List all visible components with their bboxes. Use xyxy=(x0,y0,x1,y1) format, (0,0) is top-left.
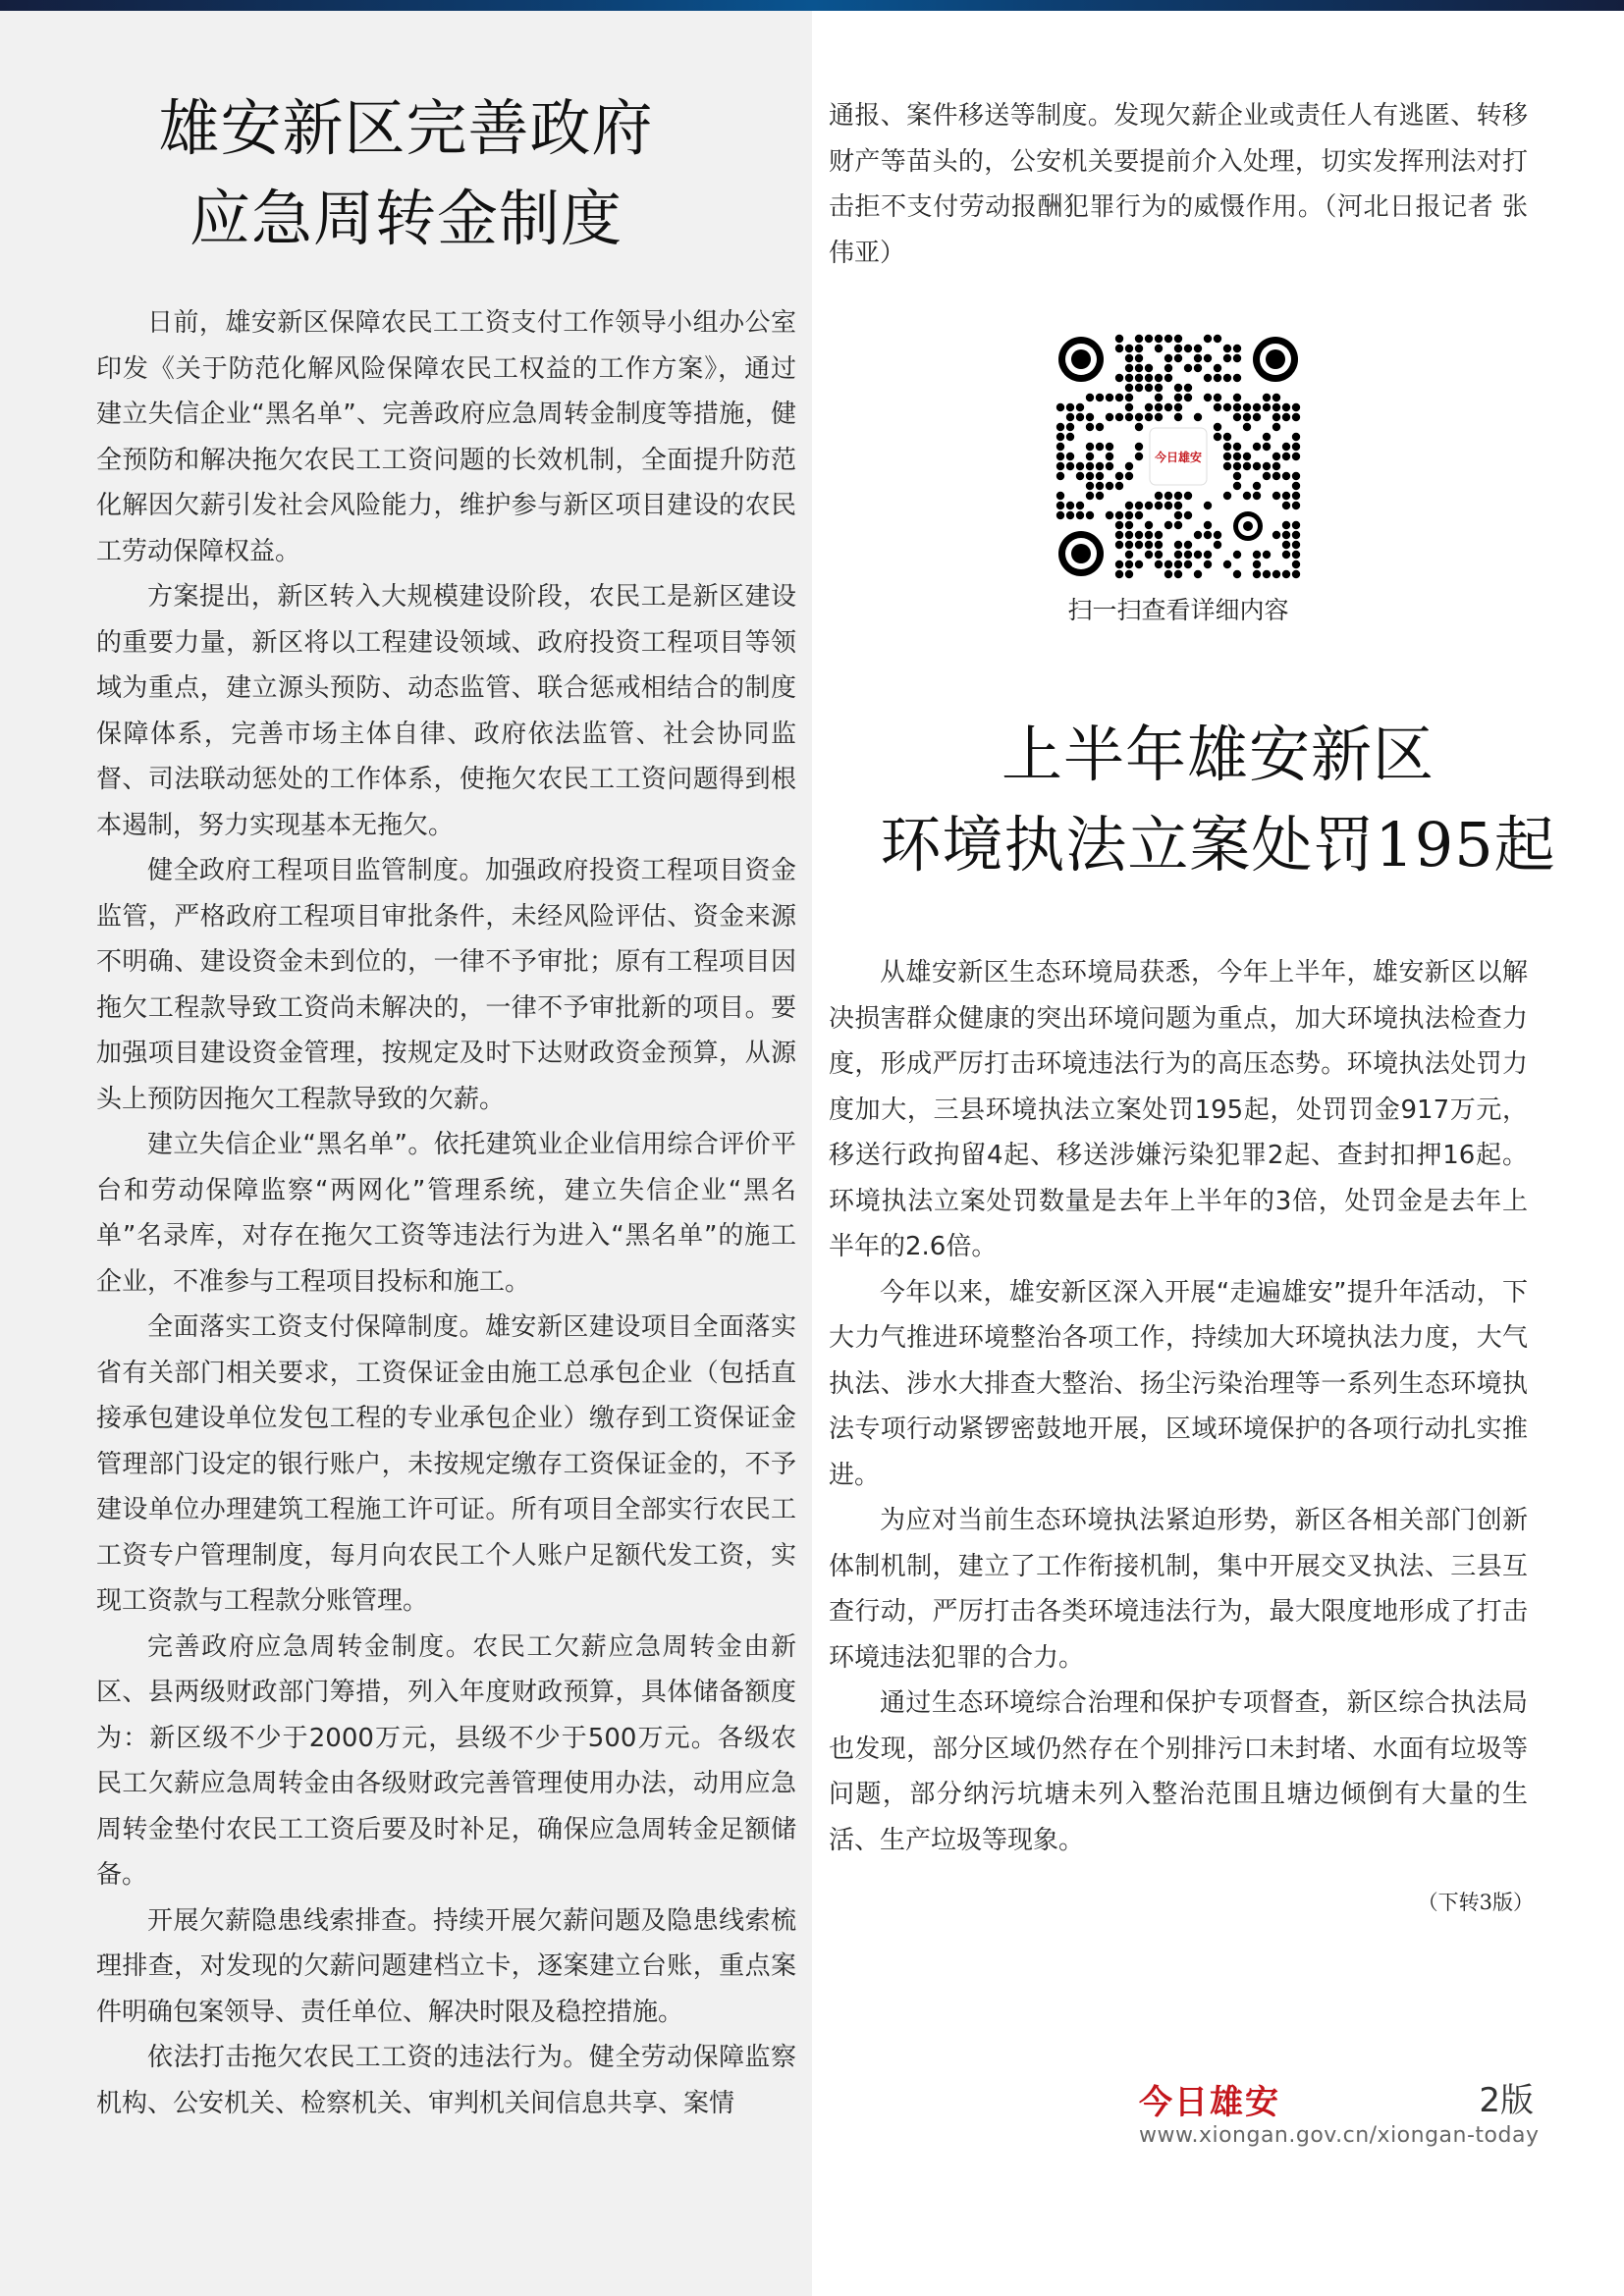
article2-paragraph: 通过生态环境综合治理和保护专项督查，新区综合执法局也发现，部分区域仍然存在个别排污口未封堵、水面有垃圾等问题，部分纳污坑塘未列入整治范围且塘边倾倒有大量的生活、生产垃圾等现象。 xyxy=(829,1688,1528,1855)
qr-module-dot xyxy=(1233,394,1241,401)
article2-paragraph: 为应对当前生态环境执法紧迫形势，新区各相关部门创新体制机制，建立了工作衔接机制，集中开展交叉执法、三县互查行动，严厉打击各类环境违法行为，最大限度地形成了打击环境违法犯罪的合力。 xyxy=(829,1506,1528,1673)
qr-module-dot xyxy=(1056,472,1064,480)
qr-module-dot xyxy=(1282,531,1290,539)
qr-module-dot xyxy=(1155,413,1163,421)
qr-module-dot xyxy=(1184,384,1192,392)
qr-module-dot xyxy=(1076,502,1084,509)
qr-module-dot xyxy=(1086,423,1094,431)
qr-module-dot xyxy=(1263,462,1271,470)
qr-module-dot xyxy=(1125,472,1133,480)
qr-module-dot xyxy=(1086,462,1094,470)
qr-module-dot xyxy=(1115,374,1123,382)
qr-module-dot xyxy=(1086,443,1094,451)
qr-module-dot xyxy=(1164,502,1172,509)
qr-module-dot xyxy=(1194,413,1202,421)
continued-note: （下转3版） xyxy=(1417,1891,1534,1914)
qr-module-dot xyxy=(1272,423,1280,431)
qr-module-dot xyxy=(1086,453,1094,460)
qr-alignment-pattern xyxy=(1233,511,1263,541)
qr-module-dot xyxy=(1272,413,1280,421)
qr-module-dot xyxy=(1115,561,1123,568)
qr-module-dot xyxy=(1194,345,1202,352)
qr-module-dot xyxy=(1155,403,1163,411)
qr-module-dot xyxy=(1086,394,1094,401)
qr-module-dot xyxy=(1263,551,1271,559)
article1-paragraph: 健全政府工程项目监管制度。加强政府投资工程项目资金监管，严格政府工程项目审批条件，未经风险评估、资金来源不明确、建设资金未到位的，一律不予审批；原有工程项目因拖欠工程款导致工资尚未解决的，一律不予审批新的项目。要加强项目建设资金管理，按规定及时下达财政资金预算，从源头上预防因拖欠工程款导致的欠薪。 xyxy=(96,856,796,1114)
qr-center-logo-text: 今日雄安 xyxy=(1154,451,1203,464)
qr-module-dot xyxy=(1223,443,1231,451)
qr-module-dot xyxy=(1204,374,1212,382)
qr-module-dot xyxy=(1155,531,1163,539)
qr-module-dot xyxy=(1125,462,1133,470)
qr-module-dot xyxy=(1263,443,1271,451)
qr-module-dot xyxy=(1292,561,1300,568)
qr-code[interactable] xyxy=(1056,334,1301,579)
qr-module-dot xyxy=(1135,354,1143,362)
qr-module-dot xyxy=(1223,433,1231,441)
qr-module-dot xyxy=(1106,443,1113,451)
qr-module-dot xyxy=(1135,511,1143,519)
article1-paragraph: 日前，雄安新区保障农民工工资支付工作领导小组办公室印发《关于防范化解风险保障农民工权益的工作方案》，通过建立失信企业“黑名单”、完善政府应急周转金制度等措施，健全预防和解决拖欠农民工工资问题的长效机制，全面提升防范化解因欠薪引发社会风险能力，维护参与新区项目建设的农民工劳动保障权益。 xyxy=(96,308,796,566)
article1-headline-line2: 应急周转金制度 xyxy=(189,183,623,254)
qr-module-dot xyxy=(1056,462,1064,470)
qr-module-dot xyxy=(1125,541,1133,549)
qr-module-dot xyxy=(1184,492,1192,500)
qr-module-dot xyxy=(1223,453,1231,460)
qr-module-dot xyxy=(1223,561,1231,568)
footer-url-link[interactable]: www.xiongan.gov.cn/xiongan-today xyxy=(1139,2123,1540,2148)
qr-module-dot xyxy=(1174,570,1182,578)
qr-module-dot xyxy=(1155,502,1163,509)
qr-module-dot xyxy=(1233,472,1241,480)
article1-headline-line1: 雄安新区完善政府 xyxy=(158,92,654,164)
article1-continuation-paragraph: 通报、案件移送等制度。发现欠薪企业或责任人有逃匿、转移财产等苗头的，公安机关要提前介入处理，切实发挥刑法对打击拒不支付劳动报酬犯罪行为的威慑作用。（河北日报记者 张伟亚） xyxy=(829,101,1528,268)
qr-module-dot xyxy=(1194,531,1202,539)
qr-module-dot xyxy=(1155,384,1163,392)
qr-module-dot xyxy=(1066,462,1074,470)
qr-module-dot xyxy=(1174,492,1182,500)
qr-module-dot xyxy=(1253,462,1261,470)
qr-module-dot xyxy=(1184,511,1192,519)
qr-module-dot xyxy=(1174,561,1182,568)
qr-module-dot xyxy=(1135,443,1143,451)
qr-module-dot xyxy=(1223,345,1231,352)
qr-module-dot xyxy=(1164,521,1172,529)
qr-module-dot xyxy=(1125,345,1133,352)
qr-module-dot xyxy=(1096,443,1104,451)
qr-module-dot xyxy=(1096,462,1104,470)
qr-module-dot xyxy=(1194,354,1202,362)
qr-module-dot xyxy=(1292,433,1300,441)
article1-paragraph: 方案提出，新区转入大规模建设阶段，农民工是新区建设的重要力量，新区将以工程建设领域、政府投资工程项目等领域为重点，建立源头预防、动态监管、联合惩戒相结合的制度保障体系，完善市场主体自律、政府依法监管、社会协同监督、司法联动惩处的工作体系，使拖欠农民工工资问题得到根本遏制，努力实现基本无拖欠。 xyxy=(96,582,796,840)
qr-module-dot xyxy=(1096,394,1104,401)
qr-module-dot xyxy=(1282,502,1290,509)
qr-module-dot xyxy=(1292,403,1300,411)
qr-module-dot xyxy=(1155,345,1163,352)
qr-module-dot xyxy=(1204,561,1212,568)
qr-module-dot xyxy=(1223,492,1231,500)
qr-module-dot xyxy=(1243,453,1251,460)
qr-module-dot xyxy=(1115,394,1123,401)
qr-module-dot xyxy=(1292,502,1300,509)
qr-module-dot xyxy=(1155,561,1163,568)
qr-module-dot xyxy=(1125,403,1133,411)
qr-module-dot xyxy=(1145,521,1153,529)
qr-module-dot xyxy=(1243,403,1251,411)
top-accent-bar xyxy=(0,0,1624,11)
qr-module-dot xyxy=(1066,413,1074,421)
qr-module-dot xyxy=(1125,561,1133,568)
qr-module-dot xyxy=(1056,502,1064,509)
qr-module-dot xyxy=(1282,551,1290,559)
qr-module-dot xyxy=(1184,345,1192,352)
qr-module-dot xyxy=(1204,551,1212,559)
qr-module-dot xyxy=(1292,531,1300,539)
qr-module-dot xyxy=(1056,492,1064,500)
qr-block xyxy=(1056,334,1301,626)
qr-module-dot xyxy=(1214,364,1221,372)
qr-module-dot xyxy=(1115,472,1123,480)
qr-module-dot xyxy=(1115,345,1123,352)
qr-module-dot xyxy=(1145,502,1153,509)
qr-module-dot xyxy=(1125,394,1133,401)
qr-module-dot xyxy=(1204,394,1212,401)
qr-module-dot xyxy=(1145,531,1153,539)
qr-module-dot xyxy=(1106,413,1113,421)
qr-module-dot xyxy=(1145,374,1153,382)
qr-module-dot xyxy=(1135,364,1143,372)
qr-module-dot xyxy=(1272,453,1280,460)
qr-module-dot xyxy=(1174,335,1182,343)
qr-finder-bottom-left xyxy=(1058,531,1104,576)
qr-module-dot xyxy=(1174,354,1182,362)
qr-module-dot xyxy=(1253,551,1261,559)
qr-module-dot xyxy=(1066,453,1074,460)
article2-headline-line1: 上半年雄安新区 xyxy=(1001,719,1435,790)
qr-module-dot xyxy=(1135,345,1143,352)
qr-module-dot xyxy=(1096,423,1104,431)
qr-module-dot xyxy=(1155,394,1163,401)
qr-module-dot xyxy=(1096,482,1104,490)
qr-module-dot xyxy=(1184,551,1192,559)
qr-module-dot xyxy=(1292,551,1300,559)
qr-module-dot xyxy=(1056,403,1064,411)
qr-module-dot xyxy=(1174,502,1182,509)
qr-finder-top-right xyxy=(1253,337,1298,382)
qr-module-dot xyxy=(1204,521,1212,529)
qr-module-dot xyxy=(1214,403,1221,411)
qr-module-dot xyxy=(1125,364,1133,372)
qr-module-dot xyxy=(1184,394,1192,401)
qr-module-dot xyxy=(1233,403,1241,411)
qr-module-dot xyxy=(1135,453,1143,460)
qr-module-dot xyxy=(1174,394,1182,401)
qr-module-dot xyxy=(1253,403,1261,411)
qr-module-dot xyxy=(1096,472,1104,480)
article2-headline-line2: 环境执法立案处罚195起 xyxy=(880,809,1556,881)
qr-module-dot xyxy=(1292,541,1300,549)
qr-module-dot xyxy=(1125,384,1133,392)
article1-paragraph: 依法打击拖欠农民工工资的违法行为。健全劳动保障监察机构、公安机关、检察机关、审判机关间信息共享、案情 xyxy=(96,2043,796,2118)
qr-module-dot xyxy=(1115,531,1123,539)
qr-module-dot xyxy=(1174,521,1182,529)
qr-module-dot xyxy=(1164,354,1172,362)
qr-module-dot xyxy=(1233,374,1241,382)
qr-module-dot xyxy=(1263,472,1271,480)
qr-module-dot xyxy=(1263,394,1271,401)
qr-module-dot xyxy=(1135,502,1143,509)
footer-brand-logo: 今日雄安 xyxy=(1139,2083,1280,2122)
qr-module-dot xyxy=(1223,403,1231,411)
qr-module-dot xyxy=(1125,413,1133,421)
qr-module-dot xyxy=(1066,403,1074,411)
qr-module-dot xyxy=(1194,570,1202,578)
qr-module-dot xyxy=(1096,492,1104,500)
qr-module-dot xyxy=(1292,443,1300,451)
qr-module-dot xyxy=(1253,413,1261,421)
qr-module-dot xyxy=(1066,502,1074,509)
qr-module-dot xyxy=(1292,472,1300,480)
qr-module-dot xyxy=(1233,462,1241,470)
qr-module-dot xyxy=(1135,541,1143,549)
qr-module-dot xyxy=(1214,531,1221,539)
qr-module-dot xyxy=(1282,453,1290,460)
qr-module-dot xyxy=(1125,521,1133,529)
qr-module-dot xyxy=(1086,511,1094,519)
qr-module-dot xyxy=(1174,541,1182,549)
qr-module-dot xyxy=(1253,570,1261,578)
qr-module-dot xyxy=(1086,472,1094,480)
qr-module-dot xyxy=(1135,413,1143,421)
qr-module-dot xyxy=(1135,423,1143,431)
qr-module-dot xyxy=(1135,335,1143,343)
qr-module-dot xyxy=(1292,482,1300,490)
qr-module-dot xyxy=(1292,453,1300,460)
qr-module-dot xyxy=(1164,335,1172,343)
qr-module-dot xyxy=(1253,561,1261,568)
qr-module-dot xyxy=(1135,374,1143,382)
qr-module-dot xyxy=(1115,482,1123,490)
qr-module-dot xyxy=(1272,492,1280,500)
qr-module-dot xyxy=(1145,384,1153,392)
qr-module-dot xyxy=(1233,551,1241,559)
qr-module-dot xyxy=(1292,413,1300,421)
qr-module-dot xyxy=(1282,443,1290,451)
qr-module-dot xyxy=(1135,561,1143,568)
qr-module-dot xyxy=(1272,472,1280,480)
qr-module-dot xyxy=(1253,492,1261,500)
article1-body xyxy=(96,300,796,2126)
qr-module-dot xyxy=(1263,570,1271,578)
qr-module-dot xyxy=(1204,531,1212,539)
qr-module-dot xyxy=(1204,502,1212,509)
qr-module-dot xyxy=(1115,413,1123,421)
page-number: 2版 xyxy=(1479,2081,1534,2120)
qr-module-dot xyxy=(1174,403,1182,411)
qr-module-dot xyxy=(1056,443,1064,451)
qr-module-dot xyxy=(1106,482,1113,490)
qr-module-dot xyxy=(1155,335,1163,343)
article1-paragraph: 完善政府应急周转金制度。农民工欠薪应急周转金由新区、县两级财政部门筹措，列入年度财政预算，具体储备额度为：新区级不少于2000万元，县级不少于500万元。各级农民工欠薪应急周转金由各级财政完善管理使用办法，动用应急周转金垫付农民工工资后要及时补足，确保应急周转金足额储备。 xyxy=(96,1631,796,1890)
qr-module-dot xyxy=(1155,551,1163,559)
qr-module-dot xyxy=(1194,551,1202,559)
qr-module-dot xyxy=(1125,511,1133,519)
qr-module-dot xyxy=(1263,403,1271,411)
qr-module-dot xyxy=(1056,433,1064,441)
qr-module-dot xyxy=(1056,453,1064,460)
qr-module-dot xyxy=(1184,364,1192,372)
qr-module-dot xyxy=(1145,541,1153,549)
qr-module-dot xyxy=(1164,570,1172,578)
qr-module-dot xyxy=(1106,462,1113,470)
qr-module-dot xyxy=(1155,492,1163,500)
qr-module-dot xyxy=(1125,374,1133,382)
qr-module-dot xyxy=(1076,472,1084,480)
qr-module-dot xyxy=(1272,462,1280,470)
qr-module-dot xyxy=(1263,433,1271,441)
qr-module-dot xyxy=(1174,384,1182,392)
qr-module-dot xyxy=(1233,413,1241,421)
qr-module-dot xyxy=(1125,551,1133,559)
qr-module-dot xyxy=(1145,403,1153,411)
qr-module-dot xyxy=(1233,453,1241,460)
qr-module-dot xyxy=(1086,413,1094,421)
qr-module-dot xyxy=(1174,345,1182,352)
qr-module-dot xyxy=(1145,364,1153,372)
qr-module-dot xyxy=(1115,511,1123,519)
qr-module-dot xyxy=(1214,394,1221,401)
qr-module-dot xyxy=(1174,551,1182,559)
qr-module-dot xyxy=(1214,335,1221,343)
qr-module-dot xyxy=(1243,492,1251,500)
qr-module-dot xyxy=(1272,403,1280,411)
qr-module-dot xyxy=(1223,374,1231,382)
qr-module-dot xyxy=(1066,423,1074,431)
qr-module-dot xyxy=(1233,354,1241,362)
qr-module-dot xyxy=(1066,511,1074,519)
qr-module-dot xyxy=(1066,433,1074,441)
qr-module-dot xyxy=(1214,374,1221,382)
qr-module-dot xyxy=(1125,354,1133,362)
qr-module-dot xyxy=(1282,413,1290,421)
qr-module-dot xyxy=(1204,354,1212,362)
qr-module-dot xyxy=(1233,570,1241,578)
qr-module-dot xyxy=(1292,521,1300,529)
article1-paragraph: 全面落实工资支付保障制度。雄安新区建设项目全面落实省有关部门相关要求，工资保证金由施工总承包企业（包括直接承包建设单位发包工程的专业承包企业）缴存到工资保证金管理部门设定的银行账户，未按规定缴存工资保证金的，不予建设单位办理建筑工程施工许可证。所有项目全部实行农民工工资专户管理制度，每月向农民工个人账户足额代发工资，实现工资款与工程款分账管理。 xyxy=(96,1312,796,1616)
qr-module-dot xyxy=(1125,531,1133,539)
qr-module-dot xyxy=(1214,541,1221,549)
qr-module-dot xyxy=(1282,403,1290,411)
qr-module-dot xyxy=(1115,570,1123,578)
article2-body xyxy=(829,950,1528,1863)
qr-module-dot xyxy=(1204,335,1212,343)
qr-module-dot xyxy=(1243,462,1251,470)
qr-caption: 扫一扫查看详细内容 xyxy=(1067,596,1289,624)
qr-module-dot xyxy=(1164,374,1172,382)
qr-module-dot xyxy=(1272,531,1280,539)
article2-headline xyxy=(812,710,1624,890)
qr-module-dot xyxy=(1282,541,1290,549)
qr-module-dot xyxy=(1106,453,1113,460)
qr-module-dot xyxy=(1115,541,1123,549)
article1-headline xyxy=(0,83,812,264)
qr-module-dot xyxy=(1194,364,1202,372)
qr-module-dot xyxy=(1184,541,1192,549)
qr-module-dot xyxy=(1174,511,1182,519)
qr-module-dot xyxy=(1155,374,1163,382)
qr-module-dot xyxy=(1253,443,1261,451)
qr-module-dot xyxy=(1282,472,1290,480)
article2-paragraph: 今年以来，雄安新区深入开展“走遍雄安”提升年活动，下大力气推进环境整治各项工作，持续加大环境执法力度，大气执法、涉水大排查大整治、扬尘污染治理等一系列生态环境执法专项行动紧锣密鼓地开展，区域环境保护的各项行动扎实推进。 xyxy=(829,1277,1528,1490)
qr-module-dot xyxy=(1125,502,1133,509)
qr-finder-top-left xyxy=(1058,337,1104,382)
qr-module-dot xyxy=(1145,335,1153,343)
qr-module-dot xyxy=(1115,335,1123,343)
qr-module-dot xyxy=(1243,423,1251,431)
qr-module-dot xyxy=(1253,482,1261,490)
qr-module-dot xyxy=(1056,511,1064,519)
qr-module-dot xyxy=(1272,394,1280,401)
qr-module-dot xyxy=(1184,561,1192,568)
article1-paragraph: 建立失信企业“黑名单”。依托建筑业企业信用综合评价平台和劳动保障监察“两网化”管理系统，建立失信企业“黑名单”名录库，对存在拖欠工资等违法行为进入“黑名单”的施工企业，不准参与工程项目投标和施工。 xyxy=(96,1130,796,1297)
qr-module-dot xyxy=(1282,492,1290,500)
qr-module-dot xyxy=(1076,413,1084,421)
qr-module-dot xyxy=(1292,570,1300,578)
qr-module-dot xyxy=(1056,423,1064,431)
qr-module-dot xyxy=(1214,423,1221,431)
qr-module-dot xyxy=(1145,551,1153,559)
qr-module-dot xyxy=(1292,492,1300,500)
qr-module-dot xyxy=(1223,354,1231,362)
qr-module-dot xyxy=(1135,384,1143,392)
qr-module-dot xyxy=(1223,462,1231,470)
qr-module-dot xyxy=(1125,570,1133,578)
qr-module-dot xyxy=(1135,531,1143,539)
qr-module-dot xyxy=(1233,345,1241,352)
qr-module-dot xyxy=(1086,482,1094,490)
qr-module-dot xyxy=(1164,561,1172,568)
qr-module-dot xyxy=(1164,492,1172,500)
qr-module-dot xyxy=(1233,482,1241,490)
qr-module-dot xyxy=(1282,521,1290,529)
qr-module-dot xyxy=(1214,433,1221,441)
qr-module-dot xyxy=(1115,521,1123,529)
qr-module-dot xyxy=(1164,403,1172,411)
qr-module-dot xyxy=(1145,413,1153,421)
article2-paragraph: 从雄安新区生态环境局获悉，今年上半年，雄安新区以解决损害群众健康的突出环境问题为重点，加大环境执法检查力度，形成严厉打击环境违法行为的高压态势。环境执法处罚力度加大，三县环境执法立案处罚195起，处罚罚金917万元，移送行政拘留4起、移送涉嫌污染犯罪2起、查封扣押16起。环境执法立案处罚数量是去年上半年的3倍，处罚金是去年上半年的2.6倍。 xyxy=(829,958,1528,1261)
qr-module-dot xyxy=(1174,413,1182,421)
qr-module-dot xyxy=(1076,462,1084,470)
qr-module-dot xyxy=(1164,364,1172,372)
qr-module-dot xyxy=(1243,413,1251,421)
qr-module-dot xyxy=(1106,394,1113,401)
article1-continuation xyxy=(829,93,1528,276)
article1-paragraph: 开展欠薪隐患线索排查。持续开展欠薪问题及隐患线索梳理排查，对发现的欠薪问题建档立卡，逐案建立台账，重点案件明确包案领导、责任单位、解决时限及稳控措施。 xyxy=(96,1905,796,2027)
qr-module-dot xyxy=(1076,403,1084,411)
qr-module-dot xyxy=(1233,443,1241,451)
qr-module-dot xyxy=(1086,492,1094,500)
qr-module-dot xyxy=(1076,511,1084,519)
qr-module-dot xyxy=(1106,511,1113,519)
qr-module-dot xyxy=(1155,541,1163,549)
qr-module-dot xyxy=(1282,570,1290,578)
qr-module-dot xyxy=(1272,570,1280,578)
